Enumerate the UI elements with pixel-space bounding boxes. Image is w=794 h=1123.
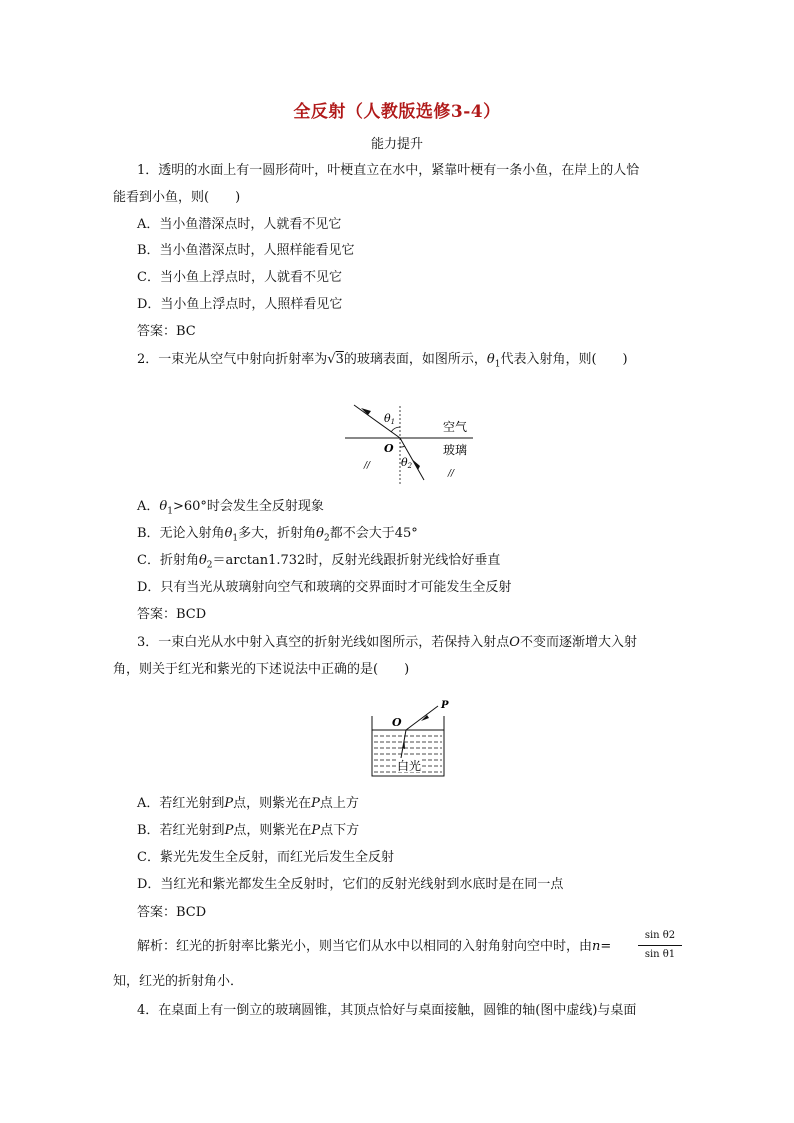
figure-theta2-label: θ2: [401, 456, 413, 470]
point-p-label: P: [441, 700, 449, 711]
q2-option-a-theta: θ: [159, 499, 168, 514]
q3-option-b-text-b: 点，则紫光在: [233, 823, 312, 838]
q2-sqrt-digit: 3: [335, 352, 344, 367]
q2-option-b-sub2: 2: [323, 533, 330, 544]
q2-option-a-text: >60°时会发生全反射现象: [172, 499, 324, 514]
q2-stem: [137, 351, 628, 374]
q1-option-d: D．当小鱼上浮点时，人照样看见它: [137, 297, 343, 312]
q3-option-c: C．紫光先发生全反射，而红光后发生全反射: [137, 850, 394, 865]
fraction-denominator: sin θ1: [644, 949, 676, 960]
q3-option-b-p2: P: [311, 823, 321, 838]
q2-option-c-theta: θ: [198, 553, 207, 568]
q1-stem-line1: 1．透明的水面上有一圆形荷叶，叶梗直立在水中，紧靠叶梗有一条小鱼，在岸上的人恰: [137, 163, 640, 178]
q2-option-b-text-a: B．无论入射角: [137, 526, 225, 541]
glass-hatch-mark-right: //: [448, 469, 455, 479]
q2-option-b-theta2: θ: [316, 526, 324, 541]
q3-option-b-p1: P: [224, 823, 234, 838]
q2-option-d: D．只有当光从玻璃射向空气和玻璃的交界面时才可能发生全反射: [137, 580, 512, 595]
q2-option-a-sub: 1: [167, 506, 173, 517]
q3-option-d: D．当红光和紫光都发生全反射时，它们的反射光线射到水底时是在同一点: [137, 877, 564, 892]
q2-option-b-sub1: 1: [232, 533, 239, 544]
figure-origin-label: O: [384, 442, 394, 455]
q4-stem-line1: 4．在桌面上有一倒立的玻璃圆锥，其顶点恰好与桌面接触，圆锥的轴(图中虚线)与桌面: [137, 1003, 637, 1018]
fraction-bar: [638, 945, 682, 946]
q3-analysis-n: n: [592, 939, 601, 954]
q3-option-b: [137, 822, 359, 840]
sqrt-sign-icon: √: [327, 352, 336, 367]
q1-stem-line2: 能看到小鱼，则( ): [113, 190, 241, 205]
q3-option-b-text-a: B．若红光射到: [137, 823, 225, 838]
q2-option-b-text-c: 都不会大于45°: [329, 526, 418, 541]
q2-option-c-text-b: ＝arctan1.732时，反射光线跟折射光线恰好垂直: [212, 553, 501, 568]
q2-stem-part-a: 2．一束光从空气中射向折射率为: [137, 352, 328, 367]
angle2-arc: [400, 446, 405, 447]
q2-option-a: [137, 498, 324, 521]
q1-option-b: B．当小鱼潜深点时，人照样能看见它: [137, 243, 355, 258]
angle1-arc: [391, 427, 400, 432]
document-title: 全反射（人教版选修3-4）: [293, 102, 501, 122]
q3-option-a: [137, 795, 359, 813]
q3-analysis-equals: =: [600, 939, 612, 954]
q2-option-c: [137, 552, 500, 575]
q3-analysis-line1: [137, 938, 611, 956]
fraction-numerator: sin θ2: [644, 930, 676, 941]
q1-answer: 答案：BC: [137, 324, 196, 339]
refraction-figure: [340, 398, 480, 490]
q2-option-c-text-a: C．折射角: [137, 553, 199, 568]
glass-hatch-mark-left: //: [364, 461, 371, 471]
q2-answer: 答案：BCD: [137, 607, 207, 622]
figure-air-label: 空气: [443, 420, 468, 434]
q3-answer: 答案：BCD: [137, 905, 207, 920]
q3-stem-text-a: 3．一束白光从水中射入真空的折射光线如图所示，若保持入射点: [137, 635, 510, 650]
refracted-arrow-icon: [413, 460, 420, 470]
q3-stem-text-b: 不变而逐渐增大入射: [519, 635, 637, 650]
q3-option-a-text-c: 点上方: [319, 796, 359, 811]
q3-option-b-text-c: 点下方: [320, 823, 360, 838]
q2-option-a-label: A．: [137, 499, 160, 514]
point-o-label: O: [392, 716, 402, 729]
water-tank-figure: [368, 696, 458, 782]
q2-stem-part-b: 的玻璃表面，如图所示，: [343, 352, 487, 367]
q2-option-b-text-b: 多大，折射角: [238, 526, 317, 541]
q2-stem-part-c: 代表入射角，则( ): [500, 352, 628, 367]
q3-analysis-line2: 知，红光的折射角小．: [113, 974, 244, 989]
q3-option-a-p1: P: [224, 796, 234, 811]
q2-stem-theta: θ: [486, 352, 495, 367]
figure-theta1-label: θ1: [384, 412, 396, 426]
figure-glass-label: 玻璃: [443, 443, 468, 457]
q2-option-c-sub: 2: [206, 560, 213, 571]
q3-stem-line2: 角，则关于红光和紫光的下述说法中正确的是( ): [113, 662, 410, 677]
q2-option-b-theta1: θ: [224, 526, 233, 541]
q3-stem-line1: [137, 634, 637, 652]
q3-option-a-text-a: A．若红光射到: [137, 796, 225, 811]
q3-option-a-text-b: 点，则紫光在: [233, 796, 312, 811]
section-subtitle: 能力提升: [370, 137, 423, 152]
white-light-label: 白光: [397, 759, 422, 773]
q3-stem-point-o: O: [509, 635, 520, 650]
q2-stem-theta-sub: 1: [494, 359, 501, 370]
q3-analysis-text: 解析：红光的折射率比紫光小，则当它们从水中以相同的入射角射向空中时，由: [137, 939, 593, 954]
q3-option-a-p2: P: [311, 796, 320, 811]
refracted-ray-to-p: [406, 706, 438, 730]
q1-option-c: C．当小鱼上浮点时，人就看不见它: [137, 270, 342, 285]
q1-option-a: A．当小鱼潜深点时，人就看不见它: [137, 217, 342, 232]
q2-option-b: [137, 525, 418, 548]
